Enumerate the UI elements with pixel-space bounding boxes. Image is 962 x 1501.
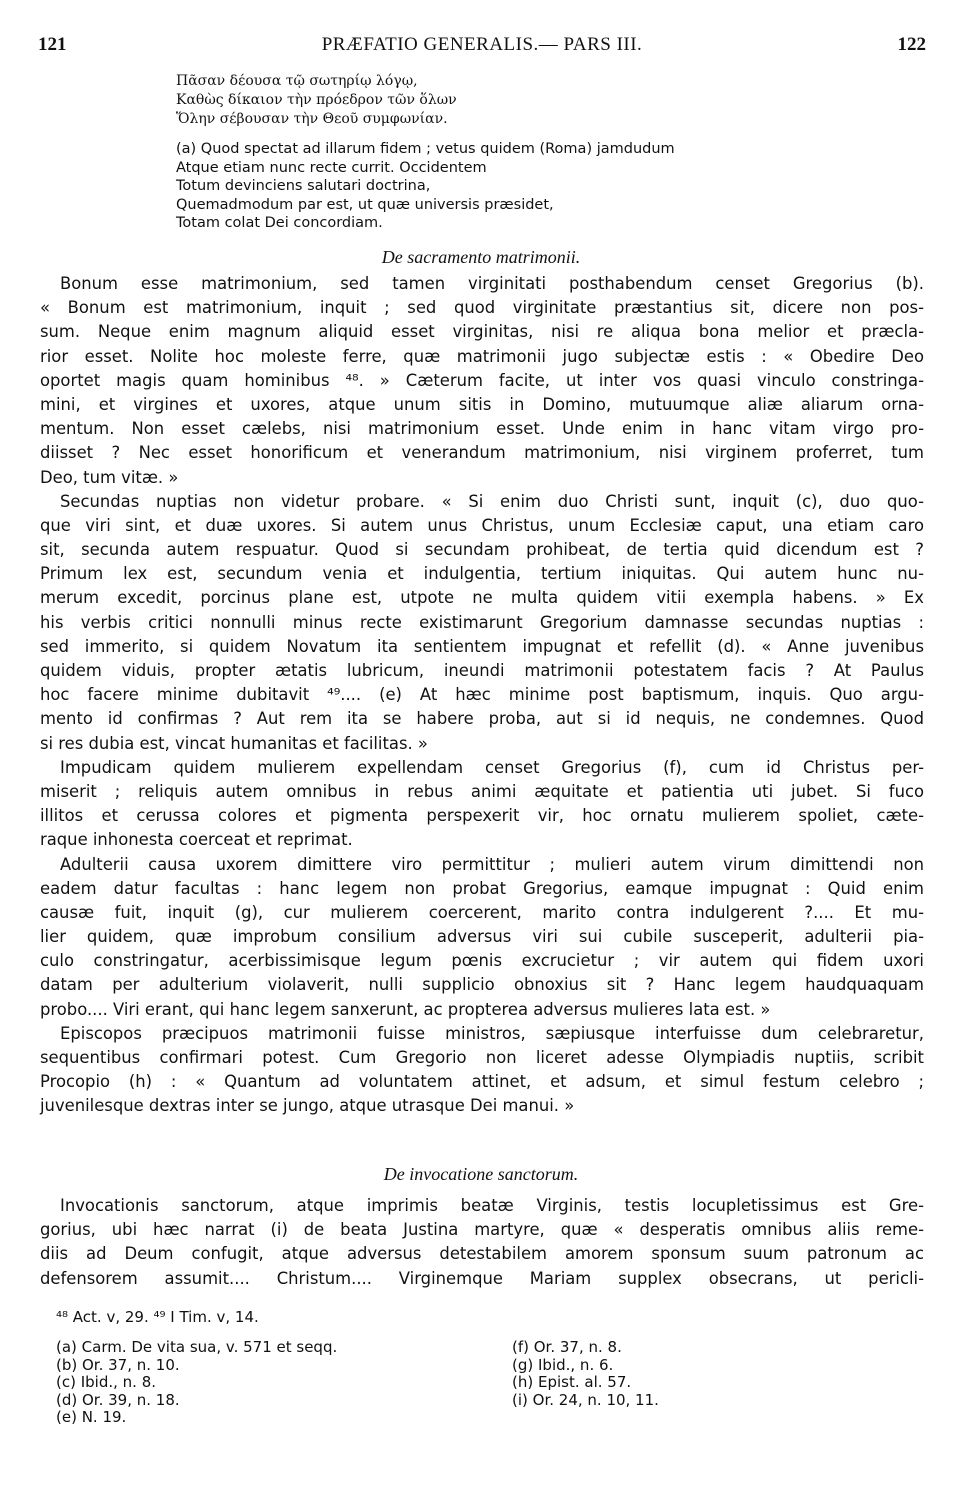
text-line: defensorem assumit.... Christum.... Virginemque Mariam supplex obsecrans, ut pericli- <box>40 1268 924 1288</box>
footnotes-right-column <box>512 1339 659 1409</box>
text-line: diis ad Deum confugit, atque adversus detestabilem amorem sponsum suum patronum ac <box>40 1244 924 1264</box>
text-line: Adulterii causa uxorem dimittere viro permittitur ; mulieri autem virum dimittendi non <box>60 854 924 874</box>
text-line: quidem viduis, propter ætatis lubricum, ineundi matrimonii potestatem facis ? At Paulus <box>40 661 924 680</box>
text-line: Episcopos præcipuos matrimonii fuisse ministros, sæpiusque interfuisse dum celebraretur, <box>60 1023 924 1043</box>
text-line: Deo, tum vitæ. » <box>40 467 179 487</box>
footnotes-left-column <box>56 1339 337 1427</box>
verse-line: (a) Quod spectat ad illarum fidem ; vetus quidem (Roma) jamdudum <box>176 141 675 157</box>
latin-verse-block <box>176 140 675 233</box>
footnote-e: (e) N. 19. <box>56 1408 127 1426</box>
left-page-number: 121 <box>38 34 67 55</box>
text-line: miserit ; reliquis autem omnibus in rebus animi æquitate et patientia uti jubet. Si fuco <box>40 781 924 801</box>
text-line: juvenilesque dextras inter se jungo, atque utrasque Dei manui. » <box>40 1096 575 1116</box>
text-line: illitos et cerussa colores et pigmenta perspexerit vir, hoc ornatu mulierem spoliet, cæte- <box>40 806 924 826</box>
greek-line: Πᾶσαν δέουσα τῷ σωτηρίῳ λόγῳ, <box>176 73 418 89</box>
greek-verse-block <box>176 72 457 129</box>
text-line: mento id confirmas ? Aut rem ita se habere proba, aut si id nequis, ne condemnes. Quod <box>40 709 924 729</box>
text-line: « Bonum est matrimonium, inquit ; sed quod virginitate præstantius sit, dicere non pos- <box>40 298 924 318</box>
text-line: rior esset. Nolite hoc moleste ferre, quæ matrimonii jugo subjectæ estis : « Obedire Deo <box>40 346 924 366</box>
text-line: Secundas nuptias non videtur probare. « Si enim duo Christi sunt, inquit (c), duo quo- <box>60 491 924 511</box>
verse-line: Atque etiam nunc recte currit. Occidentem <box>176 159 487 176</box>
text-line: sit, secunda autem respuatur. Quod si secundam prohibeat, de tertia quid dicendum est ? <box>40 540 924 560</box>
footnote-f: (f) Or. 37, n. 8. <box>512 1338 622 1356</box>
text-line: causæ fuit, inquit (g), cur mulierem coercerent, marito contra indulgerent ?.... Et mu- <box>40 902 924 922</box>
running-header <box>38 34 926 60</box>
section-body-invocation <box>40 1194 924 1291</box>
text-line: diisset ? Nec esset honorificum et venerandum matrimonium, nisi virginem proferret, tum <box>40 443 924 463</box>
footnote-a: (a) Carm. De vita sua, v. 571 et seqq. <box>56 1338 338 1356</box>
text-line: raque inhonesta coerceat et reprimat. <box>40 830 353 850</box>
text-line: eadem datur facultas : hanc legem non probat Gregorius, eamque impugnat : Quid enim <box>40 878 924 898</box>
footnote-h: (h) Epist. al. 57. <box>512 1373 632 1391</box>
footnote-c: (c) Ibid., n. 8. <box>56 1373 157 1391</box>
text-line: Primum lex est, secundum venia et indulgentia, tertium iniquitas. Qui autem hunc nu- <box>40 564 924 584</box>
text-line: Impudicam quidem mulierem expellendam censet Gregorius (f), cum id Christus per- <box>60 757 924 777</box>
greek-line: Καθὼς δίκαιον τὴν πρόεδρον τῶν ὅλων <box>176 92 457 108</box>
numbered-footnotes: ⁴⁸ Act. v, 29. ⁴⁹ I Tim. v, 14. <box>56 1308 259 1326</box>
text-line: gorius, ubi hæc narrat (i) de beata Justina martyre, quæ « desperatis omnibus aliis reme- <box>40 1220 924 1240</box>
text-line: mentum. Non esset cælebs, nisi matrimonium esset. Unde enim in hanc vitam virgo pro- <box>40 419 924 439</box>
text-line: sequentibus confirmari potest. Cum Gregorio non liceret adesse Olympiadis nuptiis, scribit <box>40 1048 924 1067</box>
section-body-matrimony <box>40 272 924 1119</box>
text-line: datam per adulterium violaverit, nulli supplicio obnoxius sit ? Hanc legem haudquaquam <box>40 975 924 995</box>
footnote-b: (b) Or. 37, n. 10. <box>56 1355 180 1374</box>
running-title: PRÆFATIO GENERALIS.— PARS III. <box>321 34 643 55</box>
text-line: probo.... Viri erant, qui hanc legem sanxerunt, ac propterea adversus mulieres lata est. » <box>40 999 771 1019</box>
text-line: hoc facere minime dubitavit ⁴⁹.... (e) At hæc minime post baptismum, inquis. Quo argu- <box>40 685 924 705</box>
text-line: mini, et virgines et uxores, atque unum sitis in Domino, mutuumque aliæ aliarum orna- <box>40 394 924 414</box>
text-line: si res dubia est, vincat humanitas et facilitas. » <box>40 733 428 753</box>
footnote-i: (i) Or. 24, n. 10, 11. <box>512 1390 659 1409</box>
text-line: sed immerito, si quidem Novatum ita sentientem impugnat et refellit (d). « Anne juvenibus <box>40 636 924 656</box>
section-heading-invocation: De invocatione sanctorum. <box>383 1164 579 1184</box>
text-line: Procopio (h) : « Quantum ad voluntatem attinet, et adsum, et simul festum celebro ; <box>40 1072 924 1092</box>
text-line: Bonum esse matrimonium, sed tamen virginitati posthabendum censet Gregorius (b). <box>60 274 924 293</box>
text-line: his verbis critici nonnulli minus recte existimarunt Gregorium damnasse secundas nuptias : <box>40 612 924 632</box>
greek-line: Ὅλην σέβουσαν τὴν Θεοῦ συμφωνίαν. <box>176 111 448 127</box>
text-line: que viri sint, et duæ uxores. Si autem unus Christus, unum Ecclesiæ caput, una etiam caro <box>40 515 924 535</box>
text-line: merum excedit, porcinus plane est, utpote ne multa quidem vitii exempla habens. » Ex <box>40 588 924 608</box>
section-heading-matrimony: De sacramento matrimonii. <box>381 247 581 267</box>
right-page-number: 122 <box>897 34 926 55</box>
footnote-d: (d) Or. 39, n. 18. <box>56 1390 180 1409</box>
text-line: sum. Neque enim magnum aliquid esset virginitas, nisi re aliqua bona melior et præcla- <box>40 322 924 342</box>
verse-line: Quemadmodum par est, ut quæ universis præsidet, <box>176 196 554 213</box>
verse-line: Totum devinciens salutari doctrina, <box>176 178 431 194</box>
verse-line: Totam colat Dei concordiam. <box>176 215 383 231</box>
footnote-g: (g) Ibid., n. 6. <box>512 1355 614 1374</box>
text-line: oportet magis quam hominibus ⁴⁸. » Cæterum facite, ut inter vos quasi vinculo constringa- <box>40 370 924 390</box>
text-line: lier quidem, quæ improbum consilium adversus viri sui cubile susceperit, adulterii pia- <box>40 927 924 947</box>
text-line: culo constringatur, acerbissimisque legum pœnis excrucietur ; vir autem qui fidem uxori <box>40 951 924 971</box>
text-line: Invocationis sanctorum, atque imprimis beatæ Virginis, testis locupletissimus est Gre- <box>60 1196 924 1215</box>
